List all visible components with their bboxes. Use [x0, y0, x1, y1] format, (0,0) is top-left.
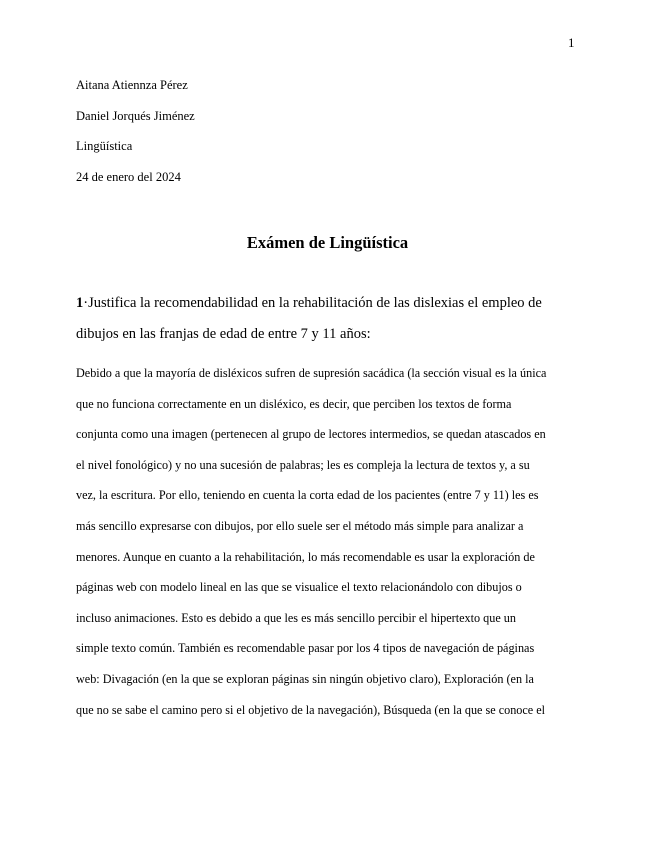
- answer-line: que no funciona correctamente en un disléxico, es decir, que perciben los textos de forma: [76, 396, 512, 411]
- answer-line: Debido a que la mayoría de disléxicos sufren de supresión sacádica (la sección visual es la única: [76, 366, 547, 380]
- answer-line: incluso animaciones. Esto es debido a que les es más sencillo percibir el hipertexto que un: [76, 610, 516, 625]
- document-date: 24 de enero del 2024: [76, 169, 181, 184]
- answer-paragraph: [76, 358, 576, 725]
- answer-line: web: Divagación (en la que se exploran páginas sin ningún objetivo claro), Exploración (en la: [76, 671, 534, 686]
- question-number: 1: [76, 295, 84, 311]
- answer-line: el nivel fonológico) y no una sucesión de palabras; les es compleja la lectura de textos y, a su: [76, 457, 530, 472]
- question-text-line: dibujos en las franjas de edad de entre 7 y 11 años:: [76, 326, 371, 342]
- document-header: [76, 78, 195, 200]
- subject-name: Lingüística: [76, 139, 133, 153]
- answer-line: vez, la escritura. Por ello, teniendo en cuenta la corta edad de los pacientes (entre 7 y 11) les es: [76, 488, 539, 503]
- answer-line: que no se sabe el camino pero si el objetivo de la navegación), Búsqueda (en la que se conoce el: [76, 702, 546, 717]
- page-number: 1: [568, 35, 575, 50]
- author-name: Aitana Atiennza Pérez: [76, 78, 188, 92]
- author-name: Daniel Jorqués Jiménez: [76, 108, 195, 123]
- answer-line: conjunta como una imagen (pertenecen al grupo de lectores intermedios, se quedan atascados en: [76, 427, 546, 442]
- answer-line: simple texto común. También es recomendable pasar por los 4 tipos de navegación de páginas: [76, 641, 535, 656]
- answer-line: menores. Aunque en cuanto a la rehabilitación, lo más recomendable es usar la exploración de: [76, 549, 535, 564]
- answer-line: páginas web con modelo lineal en las que se visualice el texto relacionándolo con dibujos o: [76, 580, 522, 595]
- question: [76, 288, 581, 350]
- document-title: Exámen de Lingüística: [246, 233, 409, 252]
- question-text-line: ·Justifica la recomendabilidad en la rehabilitación de las dislexias el empleo de: [83, 295, 542, 311]
- answer-line: más sencillo expresarse con dibujos, por ello suele ser el método más simple para analizar a: [76, 518, 524, 533]
